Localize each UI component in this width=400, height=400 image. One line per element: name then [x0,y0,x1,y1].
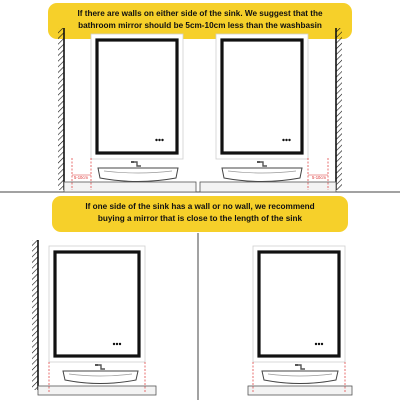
top-left-wall [58,28,64,190]
top-left-measure-label: 5-10cm [74,175,88,180]
top-banner-line-2: bathroom mirror should be 5cm-10cm less than the washbasin [78,20,322,30]
top-right-wall [336,28,342,190]
top-left-mirror [91,34,183,159]
top-right-mirror-touch-icon [282,139,290,141]
bottom-left-sink [38,364,156,395]
top-banner-line-1: If there are walls on either side of the sink. We suggest that the [77,9,323,18]
top-right-mirror [216,34,308,159]
bottom-right-mirror [253,246,345,362]
bottom-left-wall [32,240,38,390]
middle-banner-line-1: If one side of the sink has a wall or no wall, we recommend [85,202,315,211]
bottom-right-sink [248,364,352,395]
bottom-right-mirror-touch-icon [315,343,323,345]
top-left-mirror-touch-icon [155,139,163,141]
bottom-left-mirror [49,246,145,362]
middle-banner-line-2: buying a mirror that is close to the length of the sink [97,214,303,223]
bottom-left-mirror-touch-icon [113,343,121,345]
top-right-measure-label: 5-10cm [312,175,326,180]
